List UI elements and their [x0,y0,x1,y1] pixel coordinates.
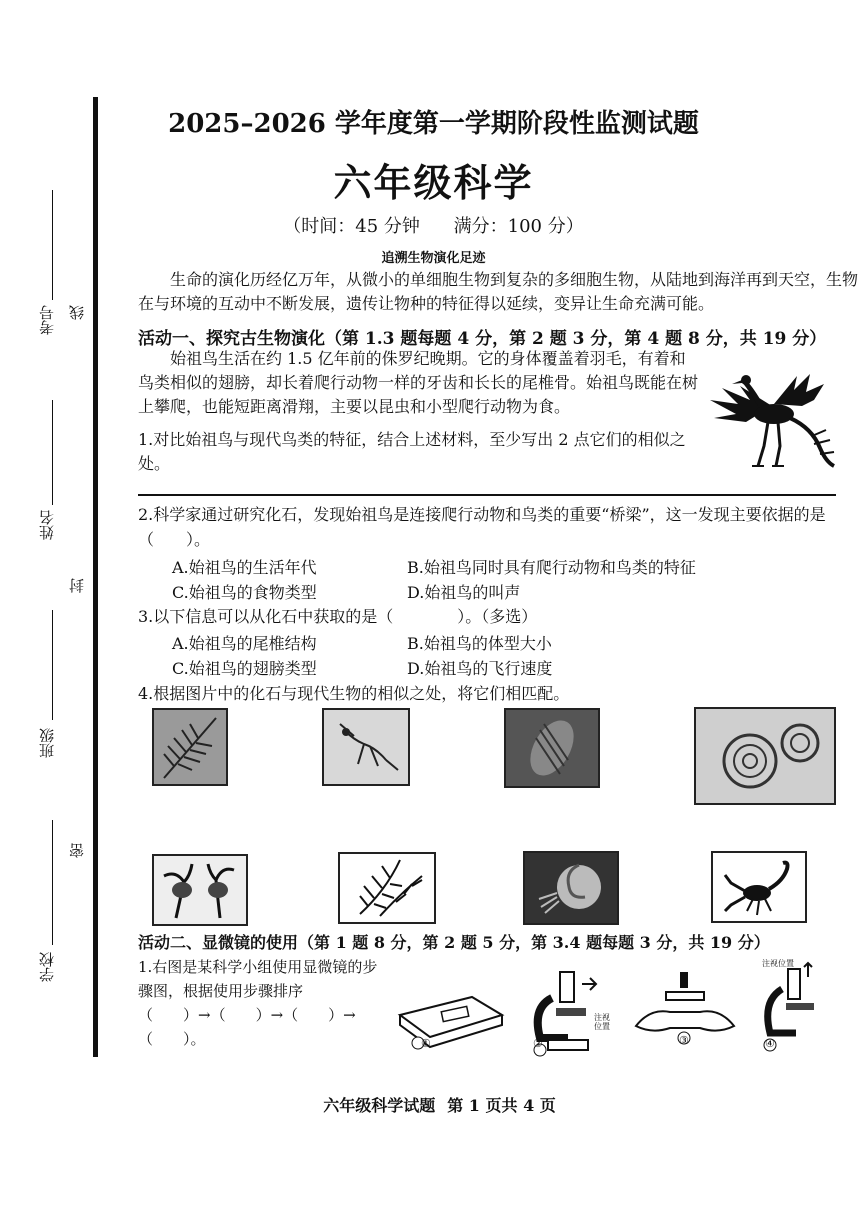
time-limit: （时间：45 分钟 [283,216,420,237]
q3-option-c[interactable]: C.始祖鸟的翅膀类型 [172,659,317,678]
q2-option-c[interactable]: C.始祖鸟的食物类型 [172,583,317,602]
step-4-tag: 注视位置 [762,959,794,968]
subject-title: 六年级科学 [333,160,534,205]
page-number: 第 1 页共 4 页 [447,1096,556,1115]
seal-mi-char: 密 [68,843,86,858]
page-footer [0,1093,867,1116]
question-2-stem: 2.科学家通过研究化石，发现始祖鸟是连接爬行动物和鸟类的重要“桥梁”，这一发现主要依据的是（ ）。 [138,505,826,549]
q3-option-a[interactable]: A.始祖鸟的尾椎结构 [172,634,317,653]
class-field[interactable] [52,610,53,720]
step-3-label: ③ [679,1034,689,1047]
activity1-heading: 活动一、探究古生物演化（第 1.3 题每题 4 分，第 2 题 3 分，第 4 题 8 分，共 19 分） [138,329,827,349]
school-label: 学校 [38,952,56,982]
scorpion-image [711,851,807,923]
crane-birds-image [152,854,248,926]
step-4-label: ④ [765,1037,775,1050]
seal-line-char: 线 [68,305,86,320]
step-2-tag: 注视位置 [594,1013,610,1031]
archaeopteryx-illustration [702,366,837,471]
activity2-question-1 [138,955,383,1051]
order-blanks[interactable]: （ ）→（ ）→（ ）→（ ）。 [138,1006,356,1048]
trilobite-fossil-image [504,708,600,788]
binding-line [93,97,98,1057]
bird-fossil-image [322,708,410,786]
activity2-heading: 活动二、显微镜的使用（第 1 题 8 分，第 2 题 5 分，第 3.4 题每题 3 分，共 19 分） [138,933,770,952]
topic-title: 追溯生物演化足迹 [381,251,486,266]
step-1-diagram [396,985,506,1055]
footer-title: 六年级科学试题 [323,1096,436,1115]
exam-number-label: 考号 [38,305,56,335]
archaeopteryx-passage: 始祖鸟生活在约 1.5 亿年前的侏罗纪晚期。它的身体覆盖着羽毛，有着和鸟类相似的翅膀，却长着爬行动物一样的牙齿和长长的尾椎骨。始祖鸟既能在树上攀爬，也能短距离滑翔，主要以昆虫和小型爬行动物为食。 [138,349,699,416]
name-label: 姓名 [38,510,56,540]
name-field[interactable] [52,400,53,505]
school-field[interactable] [52,820,53,945]
intro-paragraph: 生命的演化历经亿万年，从微小的单细胞生物到复杂的多细胞生物，从陆地到海洋再到天空，生物在与环境的互动中不断发展，遗传让物种的特征得以延续，变异让生命充满可能。 [138,270,859,313]
answer-line [138,494,836,496]
question-4-stem: 4.根据图片中的化石与现代生物的相似之处，将它们相匹配。 [138,684,570,703]
q2-option-b[interactable]: B.始祖鸟同时具有爬行动物和鸟类的特征 [407,558,696,577]
q2-option-a[interactable]: A.始祖鸟的生活年代 [172,558,317,577]
seal-feng-char: 封 [68,578,86,593]
q3-option-b[interactable]: B.始祖鸟的体型大小 [407,634,552,653]
step-1-label: ① [421,1037,431,1050]
activity2-q1-text: 1.右图是某科学小组使用显微镜的步骤图，根据使用步骤排序 [138,958,378,1000]
q3-option-d[interactable]: D.始祖鸟的飞行速度 [407,659,553,678]
question-1: 1.对比始祖鸟与现代鸟类的特征，结合上述材料，至少写出 2 点它们的相似之处。 [138,430,686,473]
ammonite-fossil-image [694,707,836,805]
fern-fossil-image [152,708,228,786]
exam-title: 2025–2026 学年度第一学期阶段性监测试题 [168,109,699,139]
q2-option-d[interactable]: D.始祖鸟的叫声 [407,583,521,602]
nautilus-image [523,851,619,925]
full-score: 满分：100 分） [453,216,584,237]
step-2-label: ② [533,1037,543,1050]
fern-plant-image [338,852,436,924]
question-3-stem: 3.以下信息可以从化石中获取的是（ ）。（多选） [138,607,538,626]
exam-meta [0,212,867,238]
class-label: 班级 [38,728,56,758]
